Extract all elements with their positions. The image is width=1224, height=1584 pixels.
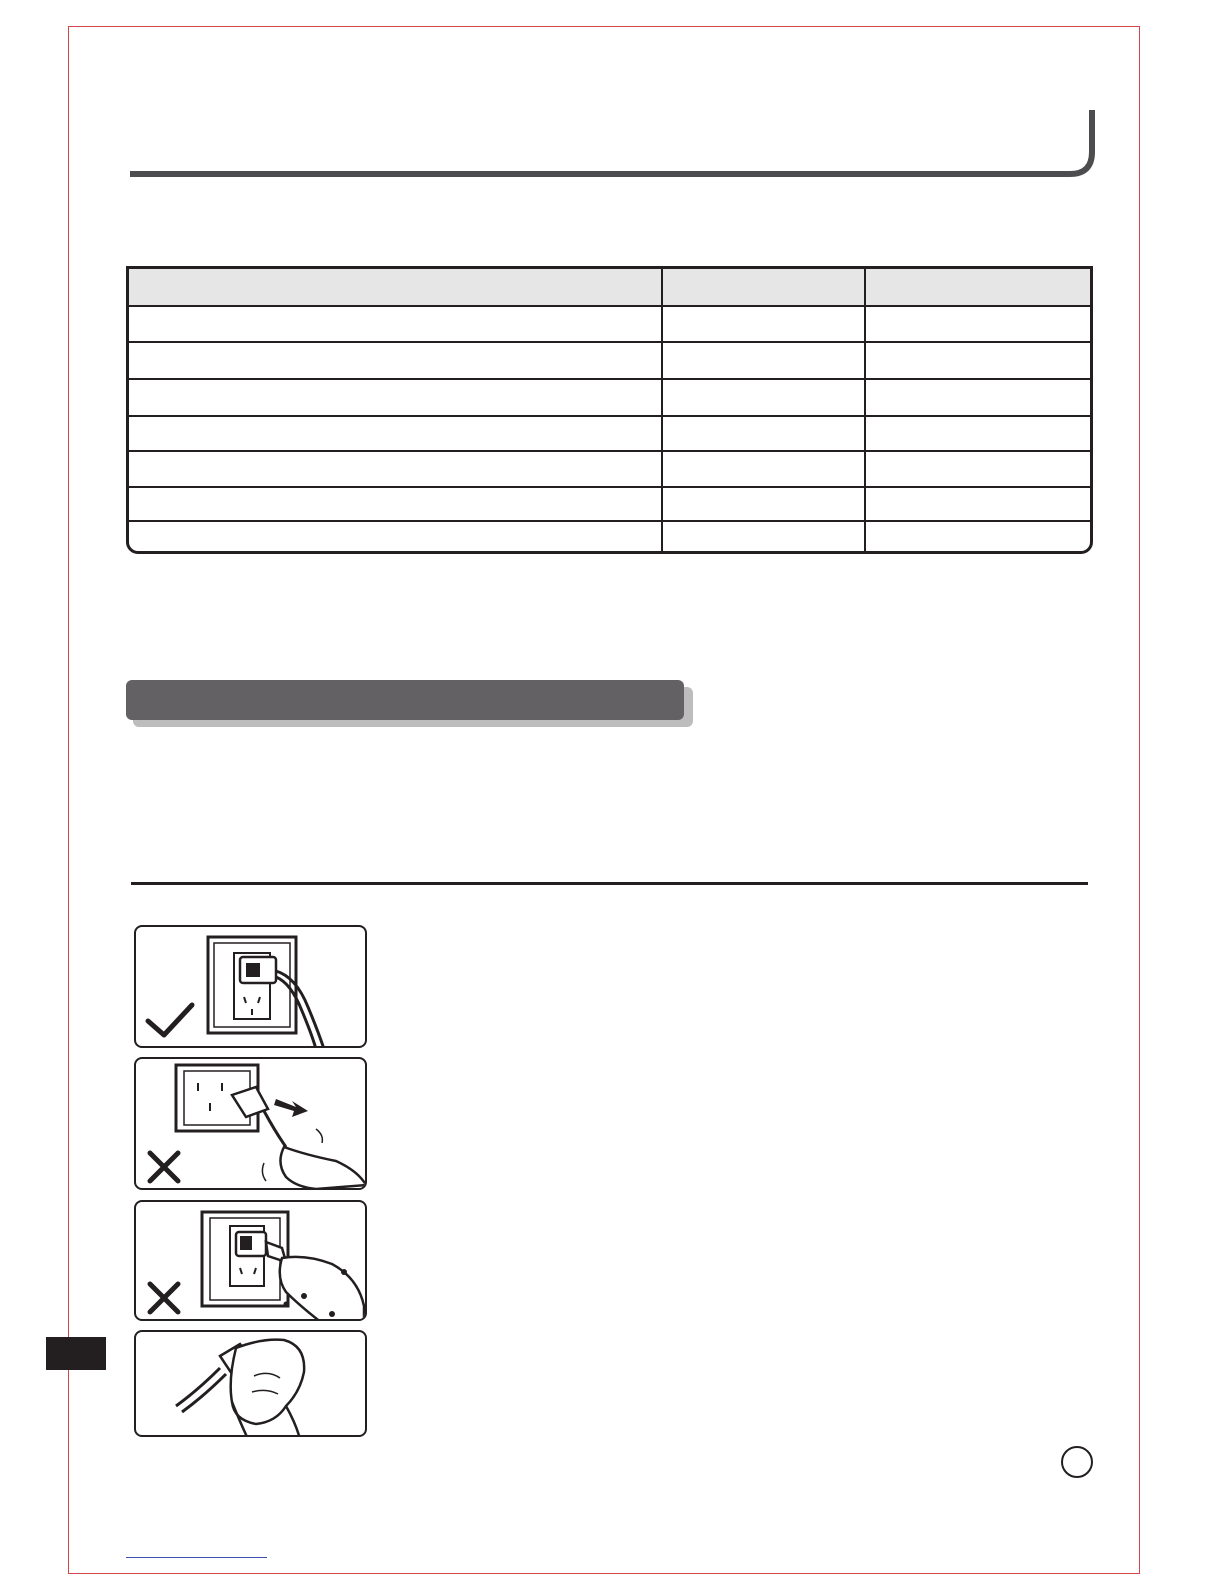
wipe-plug-illustration (136, 1332, 367, 1437)
illustration-pulling-cord (134, 1057, 367, 1190)
table-row-divider (129, 415, 1090, 417)
cross-icon (136, 1059, 367, 1190)
cross-icon (136, 1202, 367, 1321)
table-column-divider (864, 269, 866, 551)
section-heading-bar (126, 680, 684, 720)
illustration-wet-hands (134, 1200, 367, 1321)
table-row-divider (129, 341, 1090, 343)
illustration-plug-inserted (134, 925, 367, 1048)
table-column-divider (661, 269, 663, 551)
table-row-divider (129, 520, 1090, 522)
spec-table (126, 266, 1093, 554)
bottom-link-underline (126, 1557, 267, 1558)
side-tab (46, 1337, 106, 1370)
illustration-wiping-plug (134, 1330, 367, 1437)
table-header-row (129, 269, 1090, 307)
page-number-circle (1061, 1446, 1093, 1478)
table-row-divider (129, 486, 1090, 488)
section-divider (131, 882, 1088, 885)
check-icon (136, 927, 367, 1048)
table-row-divider (129, 450, 1090, 452)
header-rule (130, 110, 1096, 178)
table-row-divider (129, 378, 1090, 380)
